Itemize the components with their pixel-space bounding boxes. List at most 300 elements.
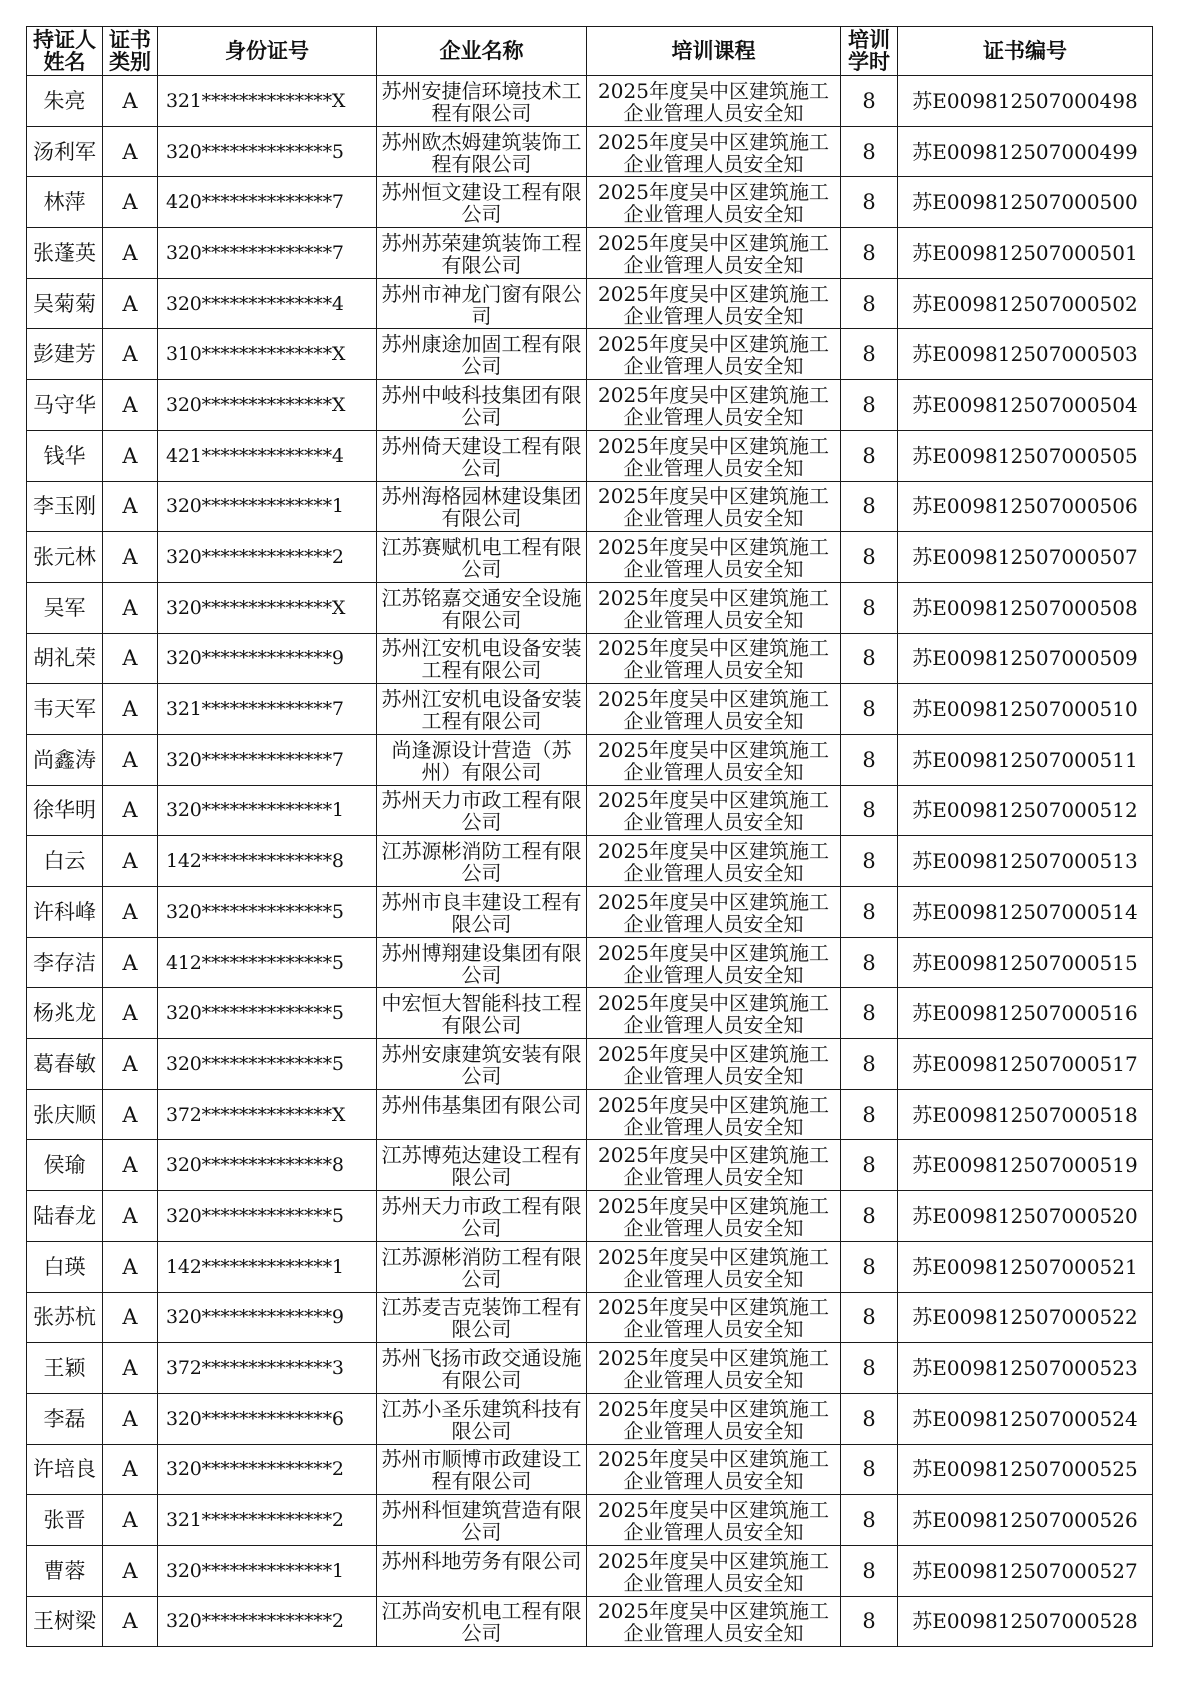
- table-row: [27, 1039, 1153, 1090]
- company-name-text: 苏州江安机电设备安装工程有限公司: [381, 687, 582, 733]
- table-row: [27, 1292, 1153, 1343]
- company-name-cell: [377, 734, 587, 785]
- training-course-cell: [587, 1393, 841, 1444]
- cert-number-cell: 苏E009812507000503: [898, 329, 1153, 380]
- company-name-cell: [377, 684, 587, 735]
- holder-name-cell: 白瑛: [27, 1241, 103, 1292]
- training-hours-cell: 8: [841, 1343, 898, 1394]
- header-row: [27, 27, 1153, 76]
- company-name-text: 江苏小圣乐建筑科技有限公司: [381, 1396, 582, 1442]
- table-row: [27, 887, 1153, 938]
- cert-number-cell: 苏E009812507000523: [898, 1343, 1153, 1394]
- company-name-text: 苏州飞扬市政交通设施有限公司: [381, 1346, 582, 1392]
- table-row: [27, 1444, 1153, 1495]
- id-number-cell: 320**************5: [158, 1039, 377, 1090]
- id-number-cell: 320**************9: [158, 1292, 377, 1343]
- company-name-cell: [377, 1140, 587, 1191]
- table-row: [27, 1241, 1153, 1292]
- training-course-cell: [587, 1089, 841, 1140]
- training-hours-cell: 8: [841, 734, 898, 785]
- training-course-text: 2025年度吴中区建筑施工企业管理人员安全知: [598, 1244, 829, 1290]
- training-course-text: 2025年度吴中区建筑施工企业管理人员安全知: [598, 535, 829, 581]
- training-hours-cell: 8: [841, 633, 898, 684]
- header-training-course: 培训课程: [587, 27, 841, 76]
- training-course-cell: [587, 430, 841, 481]
- cert-category-cell: A: [103, 684, 158, 735]
- table-row: [27, 1191, 1153, 1242]
- cert-number-cell: 苏E009812507000517: [898, 1039, 1153, 1090]
- training-hours-cell: 8: [841, 329, 898, 380]
- company-name-text: 苏州安捷信环境技术工程有限公司: [381, 78, 582, 124]
- holder-name-cell: 李磊: [27, 1393, 103, 1444]
- id-number-cell: 321**************X: [158, 76, 377, 127]
- training-hours-cell: 8: [841, 1241, 898, 1292]
- table-row: [27, 278, 1153, 329]
- cert-category-cell: A: [103, 1191, 158, 1242]
- cert-category-cell: A: [103, 1545, 158, 1596]
- training-hours-cell: 8: [841, 481, 898, 532]
- table-row: [27, 177, 1153, 228]
- training-course-cell: [587, 380, 841, 431]
- cert-number-cell: 苏E009812507000502: [898, 278, 1153, 329]
- id-number-cell: 310**************X: [158, 329, 377, 380]
- company-name-cell: [377, 177, 587, 228]
- company-name-cell: [377, 76, 587, 127]
- training-hours-cell: 8: [841, 785, 898, 836]
- training-hours-cell: 8: [841, 684, 898, 735]
- cert-category-cell: A: [103, 1393, 158, 1444]
- table-row: [27, 329, 1153, 380]
- training-course-text: 2025年度吴中区建筑施工企业管理人员安全知: [598, 1041, 829, 1087]
- training-course-cell: [587, 481, 841, 532]
- training-hours-cell: 8: [841, 1495, 898, 1546]
- training-hours-cell: 8: [841, 430, 898, 481]
- training-course-cell: [587, 1444, 841, 1495]
- training-course-cell: [587, 887, 841, 938]
- cert-number-cell: 苏E009812507000498: [898, 76, 1153, 127]
- cert-number-cell: 苏E009812507000504: [898, 380, 1153, 431]
- cert-number-cell: 苏E009812507000500: [898, 177, 1153, 228]
- training-course-text: 2025年度吴中区建筑施工企业管理人员安全知: [598, 788, 829, 834]
- company-name-text: 江苏尚安机电工程有限公司: [381, 1599, 582, 1645]
- training-course-cell: [587, 684, 841, 735]
- company-name-cell: [377, 1444, 587, 1495]
- training-course-text: 2025年度吴中区建筑施工企业管理人员安全知: [598, 1498, 829, 1544]
- id-number-cell: 320**************2: [158, 1444, 377, 1495]
- company-name-cell: [377, 582, 587, 633]
- table-row: [27, 1545, 1153, 1596]
- cert-number-cell: 苏E009812507000513: [898, 836, 1153, 887]
- company-name-cell: [377, 1495, 587, 1546]
- training-hours-cell: 8: [841, 1039, 898, 1090]
- id-number-cell: 320**************5: [158, 988, 377, 1039]
- company-name-cell: [377, 633, 587, 684]
- holder-name-cell: 曹蓉: [27, 1545, 103, 1596]
- id-number-cell: 320**************X: [158, 582, 377, 633]
- cert-category-cell: A: [103, 1140, 158, 1191]
- table-row: [27, 1596, 1153, 1647]
- table-header: [27, 27, 1153, 76]
- cert-category-cell: A: [103, 380, 158, 431]
- cert-category-cell: A: [103, 887, 158, 938]
- table-row: [27, 76, 1153, 127]
- company-name-cell: [377, 1343, 587, 1394]
- table-row: [27, 937, 1153, 988]
- id-number-cell: 142**************1: [158, 1241, 377, 1292]
- training-course-text: 2025年度吴中区建筑施工企业管理人员安全知: [598, 1447, 829, 1493]
- company-name-text: 苏州博翔建设集团有限公司: [381, 940, 582, 986]
- holder-name-cell: 吴菊菊: [27, 278, 103, 329]
- training-hours-cell: 8: [841, 1292, 898, 1343]
- cert-number-cell: 苏E009812507000510: [898, 684, 1153, 735]
- id-number-cell: 320**************2: [158, 532, 377, 583]
- cert-category-cell: A: [103, 532, 158, 583]
- cert-number-cell: 苏E009812507000515: [898, 937, 1153, 988]
- cert-number-cell: 苏E009812507000528: [898, 1596, 1153, 1647]
- id-number-cell: 420**************7: [158, 177, 377, 228]
- table-row: [27, 1140, 1153, 1191]
- training-hours-cell: 8: [841, 76, 898, 127]
- training-course-cell: [587, 1039, 841, 1090]
- company-name-cell: [377, 1292, 587, 1343]
- training-course-cell: [587, 126, 841, 177]
- table-row: [27, 228, 1153, 279]
- company-name-cell: [377, 836, 587, 887]
- table-row: [27, 684, 1153, 735]
- table-row: [27, 481, 1153, 532]
- company-name-text: 苏州江安机电设备安装工程有限公司: [381, 636, 582, 682]
- holder-name-cell: 张晋: [27, 1495, 103, 1546]
- training-hours-cell: 8: [841, 988, 898, 1039]
- holder-name-cell: 韦天军: [27, 684, 103, 735]
- company-name-text: 苏州康途加固工程有限公司: [381, 332, 582, 378]
- holder-name-cell: 李玉刚: [27, 481, 103, 532]
- training-course-cell: [587, 1191, 841, 1242]
- company-name-cell: [377, 1393, 587, 1444]
- holder-name-cell: 许科峰: [27, 887, 103, 938]
- training-course-text: 2025年度吴中区建筑施工企业管理人员安全知: [598, 332, 829, 378]
- training-course-cell: [587, 1596, 841, 1647]
- training-course-text: 2025年度吴中区建筑施工企业管理人员安全知: [598, 1143, 829, 1189]
- company-name-cell: [377, 887, 587, 938]
- header-holder-name: 持证人姓名: [27, 27, 103, 76]
- training-course-cell: [587, 76, 841, 127]
- training-course-text: 2025年度吴中区建筑施工企业管理人员安全知: [598, 636, 829, 682]
- cert-category-cell: A: [103, 1089, 158, 1140]
- training-hours-cell: 8: [841, 380, 898, 431]
- id-number-cell: 142**************8: [158, 836, 377, 887]
- id-number-cell: 412**************5: [158, 937, 377, 988]
- company-name-text: 苏州市良丰建设工程有限公司: [381, 889, 582, 935]
- training-hours-cell: 8: [841, 937, 898, 988]
- cert-category-cell: A: [103, 126, 158, 177]
- training-course-text: 2025年度吴中区建筑施工企业管理人员安全知: [598, 940, 829, 986]
- training-hours-cell: 8: [841, 887, 898, 938]
- id-number-cell: 320**************5: [158, 126, 377, 177]
- cert-category-cell: A: [103, 177, 158, 228]
- certificate-list-sheet: [26, 26, 1152, 1647]
- training-hours-cell: 8: [841, 228, 898, 279]
- training-hours-cell: 8: [841, 532, 898, 583]
- id-number-cell: 321**************7: [158, 684, 377, 735]
- company-name-text: 苏州苏荣建筑装饰工程有限公司: [381, 230, 582, 276]
- training-course-cell: [587, 228, 841, 279]
- training-course-text: 2025年度吴中区建筑施工企业管理人员安全知: [598, 1346, 829, 1392]
- training-course-text: 2025年度吴中区建筑施工企业管理人员安全知: [598, 129, 829, 175]
- header-id-number: 身份证号: [158, 27, 377, 76]
- training-course-cell: [587, 1545, 841, 1596]
- cert-number-cell: 苏E009812507000518: [898, 1089, 1153, 1140]
- training-course-text: 2025年度吴中区建筑施工企业管理人员安全知: [598, 839, 829, 885]
- training-course-cell: [587, 582, 841, 633]
- training-course-text: 2025年度吴中区建筑施工企业管理人员安全知: [598, 78, 829, 124]
- company-name-cell: [377, 1545, 587, 1596]
- training-course-cell: [587, 836, 841, 887]
- id-number-cell: 320**************6: [158, 1393, 377, 1444]
- company-name-cell: [377, 430, 587, 481]
- id-number-cell: 320**************2: [158, 1596, 377, 1647]
- training-course-cell: [587, 278, 841, 329]
- cert-category-cell: A: [103, 1495, 158, 1546]
- table-row: [27, 988, 1153, 1039]
- table-row: [27, 126, 1153, 177]
- id-number-cell: 320**************4: [158, 278, 377, 329]
- training-course-cell: [587, 1292, 841, 1343]
- cert-number-cell: 苏E009812507000527: [898, 1545, 1153, 1596]
- cert-number-cell: 苏E009812507000512: [898, 785, 1153, 836]
- id-number-cell: 320**************X: [158, 380, 377, 431]
- training-course-text: 2025年度吴中区建筑施工企业管理人员安全知: [598, 585, 829, 631]
- holder-name-cell: 马守华: [27, 380, 103, 431]
- company-name-text: 苏州天力市政工程有限公司: [381, 788, 582, 834]
- holder-name-cell: 杨兆龙: [27, 988, 103, 1039]
- cert-category-cell: A: [103, 278, 158, 329]
- training-hours-cell: 8: [841, 177, 898, 228]
- cert-number-cell: 苏E009812507000501: [898, 228, 1153, 279]
- cert-number-cell: 苏E009812507000519: [898, 1140, 1153, 1191]
- company-name-text: 苏州海格园林建设集团有限公司: [381, 484, 582, 530]
- header-cert-number: 证书编号: [898, 27, 1153, 76]
- company-name-cell: [377, 1191, 587, 1242]
- table-row: [27, 1089, 1153, 1140]
- table-row: [27, 1495, 1153, 1546]
- company-name-text: 苏州天力市政工程有限公司: [381, 1193, 582, 1239]
- training-course-text: 2025年度吴中区建筑施工企业管理人员安全知: [598, 1193, 829, 1239]
- id-number-cell: 421**************4: [158, 430, 377, 481]
- training-course-cell: [587, 937, 841, 988]
- holder-name-cell: 汤利军: [27, 126, 103, 177]
- training-course-cell: [587, 785, 841, 836]
- table-row: [27, 1393, 1153, 1444]
- training-course-text: 2025年度吴中区建筑施工企业管理人员安全知: [598, 737, 829, 783]
- cert-category-cell: A: [103, 582, 158, 633]
- id-number-cell: 320**************9: [158, 633, 377, 684]
- holder-name-cell: 胡礼荣: [27, 633, 103, 684]
- cert-category-cell: A: [103, 785, 158, 836]
- cert-number-cell: 苏E009812507000526: [898, 1495, 1153, 1546]
- header-cert-category: 证书类别: [103, 27, 158, 76]
- table-row: [27, 582, 1153, 633]
- training-course-cell: [587, 1343, 841, 1394]
- company-name-cell: [377, 278, 587, 329]
- cert-category-cell: A: [103, 1241, 158, 1292]
- holder-name-cell: 许培良: [27, 1444, 103, 1495]
- company-name-text: 苏州市神龙门窗有限公司: [381, 281, 582, 327]
- company-name-cell: [377, 380, 587, 431]
- cert-category-cell: A: [103, 1039, 158, 1090]
- training-course-cell: [587, 633, 841, 684]
- training-course-cell: [587, 734, 841, 785]
- company-name-text: 中宏恒大智能科技工程有限公司: [381, 991, 582, 1037]
- id-number-cell: 320**************5: [158, 887, 377, 938]
- company-name-cell: [377, 228, 587, 279]
- company-name-cell: [377, 1241, 587, 1292]
- training-course-text: 2025年度吴中区建筑施工企业管理人员安全知: [598, 1599, 829, 1645]
- training-course-text: 2025年度吴中区建筑施工企业管理人员安全知: [598, 1396, 829, 1442]
- header-company-name: 企业名称: [377, 27, 587, 76]
- id-number-cell: 320**************7: [158, 228, 377, 279]
- company-name-text: 江苏铭嘉交通安全设施有限公司: [381, 585, 582, 631]
- holder-name-cell: 张庆顺: [27, 1089, 103, 1140]
- company-name-cell: [377, 126, 587, 177]
- cert-category-cell: A: [103, 76, 158, 127]
- training-course-text: 2025年度吴中区建筑施工企业管理人员安全知: [598, 281, 829, 327]
- training-course-text: 2025年度吴中区建筑施工企业管理人员安全知: [598, 1092, 829, 1138]
- company-name-cell: [377, 1039, 587, 1090]
- holder-name-cell: 陆春龙: [27, 1191, 103, 1242]
- id-number-cell: 320**************5: [158, 1191, 377, 1242]
- training-course-text: 2025年度吴中区建筑施工企业管理人员安全知: [598, 991, 829, 1037]
- company-name-cell: [377, 329, 587, 380]
- training-hours-cell: 8: [841, 278, 898, 329]
- training-course-cell: [587, 177, 841, 228]
- cert-category-cell: A: [103, 988, 158, 1039]
- training-hours-cell: 8: [841, 1089, 898, 1140]
- table-row: [27, 380, 1153, 431]
- cert-number-cell: 苏E009812507000525: [898, 1444, 1153, 1495]
- cert-category-cell: A: [103, 1343, 158, 1394]
- training-hours-cell: 8: [841, 1545, 898, 1596]
- table-row: [27, 734, 1153, 785]
- table-row: [27, 1343, 1153, 1394]
- holder-name-cell: 钱华: [27, 430, 103, 481]
- training-course-cell: [587, 329, 841, 380]
- training-course-cell: [587, 532, 841, 583]
- holder-name-cell: 尚鑫涛: [27, 734, 103, 785]
- holder-name-cell: 徐华明: [27, 785, 103, 836]
- id-number-cell: 372**************3: [158, 1343, 377, 1394]
- cert-category-cell: A: [103, 481, 158, 532]
- training-course-cell: [587, 988, 841, 1039]
- training-course-cell: [587, 1495, 841, 1546]
- training-course-text: 2025年度吴中区建筑施工企业管理人员安全知: [598, 1295, 829, 1341]
- training-course-text: 2025年度吴中区建筑施工企业管理人员安全知: [598, 433, 829, 479]
- table-row: [27, 836, 1153, 887]
- cert-number-cell: 苏E009812507000511: [898, 734, 1153, 785]
- holder-name-cell: 张元林: [27, 532, 103, 583]
- company-name-text: 苏州恒文建设工程有限公司: [381, 180, 582, 226]
- cert-category-cell: A: [103, 1292, 158, 1343]
- holder-name-cell: 侯瑜: [27, 1140, 103, 1191]
- id-number-cell: 321**************2: [158, 1495, 377, 1546]
- cert-number-cell: 苏E009812507000508: [898, 582, 1153, 633]
- training-hours-cell: 8: [841, 836, 898, 887]
- id-number-cell: 372**************X: [158, 1089, 377, 1140]
- holder-name-cell: 张苏杭: [27, 1292, 103, 1343]
- id-number-cell: 320**************1: [158, 785, 377, 836]
- cert-number-cell: 苏E009812507000522: [898, 1292, 1153, 1343]
- cert-category-cell: A: [103, 329, 158, 380]
- table-row: [27, 633, 1153, 684]
- table-row: [27, 532, 1153, 583]
- holder-name-cell: 张蓬英: [27, 228, 103, 279]
- cert-number-cell: 苏E009812507000520: [898, 1191, 1153, 1242]
- cert-category-cell: A: [103, 1596, 158, 1647]
- cert-category-cell: A: [103, 937, 158, 988]
- header-training-hours: 培训学时: [841, 27, 898, 76]
- training-hours-cell: 8: [841, 1191, 898, 1242]
- company-name-text: 苏州科恒建筑营造有限公司: [381, 1498, 582, 1544]
- company-name-text: 苏州伟基集团有限公司: [381, 1092, 582, 1117]
- company-name-cell: [377, 1596, 587, 1647]
- training-hours-cell: 8: [841, 1393, 898, 1444]
- training-hours-cell: 8: [841, 1444, 898, 1495]
- cert-number-cell: 苏E009812507000507: [898, 532, 1153, 583]
- training-course-text: 2025年度吴中区建筑施工企业管理人员安全知: [598, 180, 829, 226]
- holder-name-cell: 李存洁: [27, 937, 103, 988]
- training-course-cell: [587, 1241, 841, 1292]
- company-name-cell: [377, 988, 587, 1039]
- company-name-cell: [377, 785, 587, 836]
- holder-name-cell: 朱亮: [27, 76, 103, 127]
- certificate-table: [26, 26, 1153, 1647]
- cert-number-cell: 苏E009812507000521: [898, 1241, 1153, 1292]
- id-number-cell: 320**************1: [158, 1545, 377, 1596]
- cert-category-cell: A: [103, 1444, 158, 1495]
- company-name-text: 苏州欧杰姆建筑装饰工程有限公司: [381, 129, 582, 175]
- company-name-text: 苏州市顺博市政建设工程有限公司: [381, 1447, 582, 1493]
- company-name-text: 苏州科地劳务有限公司: [381, 1548, 582, 1573]
- cert-number-cell: 苏E009812507000505: [898, 430, 1153, 481]
- training-course-text: 2025年度吴中区建筑施工企业管理人员安全知: [598, 230, 829, 276]
- cert-category-cell: A: [103, 734, 158, 785]
- cert-category-cell: A: [103, 430, 158, 481]
- company-name-text: 苏州安康建筑安装有限公司: [381, 1041, 582, 1087]
- company-name-text: 苏州中岐科技集团有限公司: [381, 382, 582, 428]
- cert-number-cell: 苏E009812507000516: [898, 988, 1153, 1039]
- id-number-cell: 320**************7: [158, 734, 377, 785]
- cert-category-cell: A: [103, 836, 158, 887]
- holder-name-cell: 王树梁: [27, 1596, 103, 1647]
- company-name-cell: [377, 1089, 587, 1140]
- table-row: [27, 430, 1153, 481]
- id-number-cell: 320**************8: [158, 1140, 377, 1191]
- id-number-cell: 320**************1: [158, 481, 377, 532]
- holder-name-cell: 葛春敏: [27, 1039, 103, 1090]
- cert-category-cell: A: [103, 228, 158, 279]
- holder-name-cell: 林萍: [27, 177, 103, 228]
- company-name-text: 江苏赛赋机电工程有限公司: [381, 535, 582, 581]
- training-hours-cell: 8: [841, 1596, 898, 1647]
- training-hours-cell: 8: [841, 126, 898, 177]
- company-name-text: 江苏源彬消防工程有限公司: [381, 1244, 582, 1290]
- company-name-text: 苏州倚天建设工程有限公司: [381, 433, 582, 479]
- holder-name-cell: 王颖: [27, 1343, 103, 1394]
- cert-number-cell: 苏E009812507000509: [898, 633, 1153, 684]
- table-row: [27, 785, 1153, 836]
- holder-name-cell: 吴军: [27, 582, 103, 633]
- training-course-text: 2025年度吴中区建筑施工企业管理人员安全知: [598, 889, 829, 935]
